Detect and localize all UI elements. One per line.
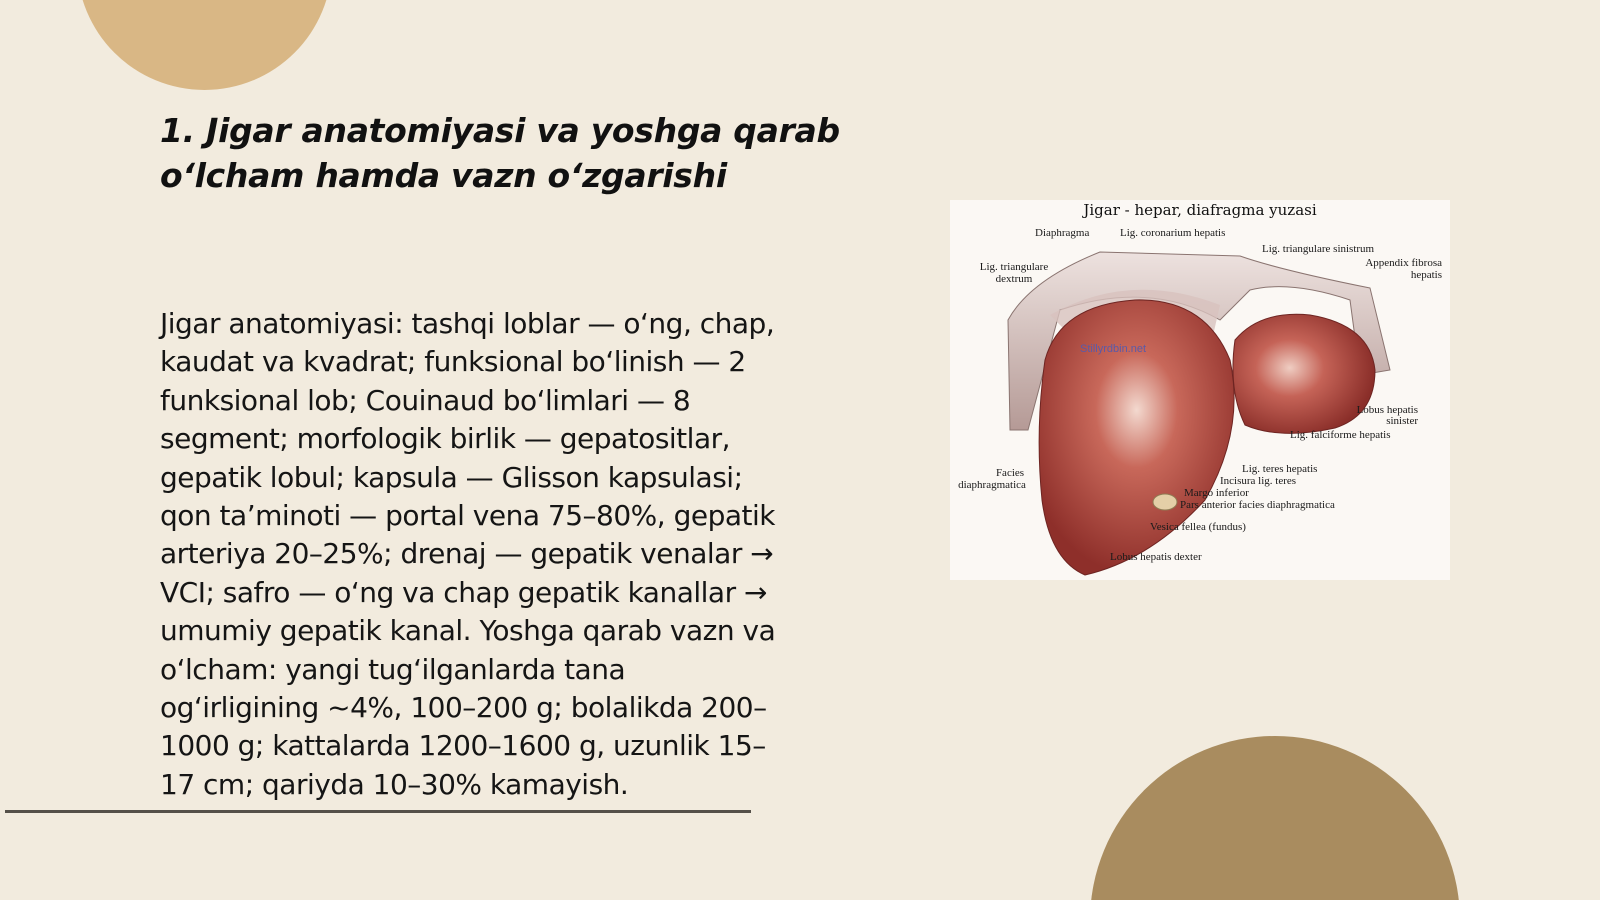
slide-title: 1. Jigar anatomiyasi va yoshga qarab o‘lcham hamda vazn o‘zgarishi — [160, 111, 840, 195]
right-lobe-shape — [1039, 300, 1234, 575]
decorative-circle-top — [77, 0, 332, 90]
label-diaphragma: Diaphragma — [1035, 227, 1090, 239]
label-sinister: sinister — [1386, 415, 1418, 427]
label-pars-anterior: Pars anterior facies diaphragmatica — [1180, 499, 1335, 511]
label-facies: Facies — [995, 467, 1025, 479]
label-dextrum: dextrum — [995, 273, 1033, 285]
slide-body-text: Jigar anatomiyasi: tashqi loblar — o‘ng, chap, kaudat va kvadrat; funksional bo‘linish — 2 funksional lob; Couinaud bo‘limlari — 8 segment; morfologik birlik — gepatositlar, gepatik lobul; kapsula — Glisson kapsulasi; qon ta’minoti — portal vena 75–80%, gepatik arteriya 20–25%; drenaj — gepatik venalar → VCI; safro — o‘ng va chap gepatik kanallar → umumiy gepatik kanal. Yoshga qarab vazn va o‘lcham: yangi tug‘ilganlarda tana og‘irligining ~4%, 100–200 g; bolalikda 200– 1000 g; kattalarda 1200–1600 g, uzunlik 15– 17 cm; qariyda 10–30% kamayish. — [160, 307, 776, 801]
label-lig-coronarium: Lig. coronarium hepatis — [1120, 227, 1226, 239]
label-diaphragmatica: diaphragmatica — [958, 479, 1026, 491]
label-margo-inferior: Margo inferior — [1184, 487, 1249, 499]
label-lig-teres: Lig. teres hepatis — [1242, 463, 1318, 475]
liver-anatomy-illustration — [950, 200, 1450, 580]
label-appendix-hepatis: hepatis — [1410, 269, 1442, 281]
label-lig-triangulare-sinistrum: Lig. triangulare sinistrum — [1262, 243, 1375, 255]
divider-line — [5, 810, 751, 813]
label-lig-triangulare-dextrum: Lig. triangulare — [979, 261, 1049, 273]
figure-title: Jigar - hepar, diafragma yuzasi — [1083, 201, 1317, 219]
label-lobus-hepatis-sinister: Lobus hepatis — [1356, 404, 1418, 416]
gallbladder-shape — [1153, 494, 1177, 510]
label-lobus-hepatis-dexter: Lobus hepatis dexter — [1110, 551, 1202, 563]
figure-watermark: Stillyrdbin.net — [1080, 343, 1147, 355]
left-lobe-shape — [1233, 314, 1375, 433]
label-incisura: Incisura lig. teres — [1220, 475, 1297, 487]
label-lig-falciforme: Lig. falciforme hepatis — [1290, 429, 1391, 441]
label-appendix-fibrosa: Appendix fibrosa — [1365, 257, 1442, 269]
label-vesica-fellea: Vesica fellea (fundus) — [1150, 521, 1246, 533]
decorative-circle-bottom — [1090, 736, 1460, 900]
liver-drawing — [950, 200, 1450, 580]
